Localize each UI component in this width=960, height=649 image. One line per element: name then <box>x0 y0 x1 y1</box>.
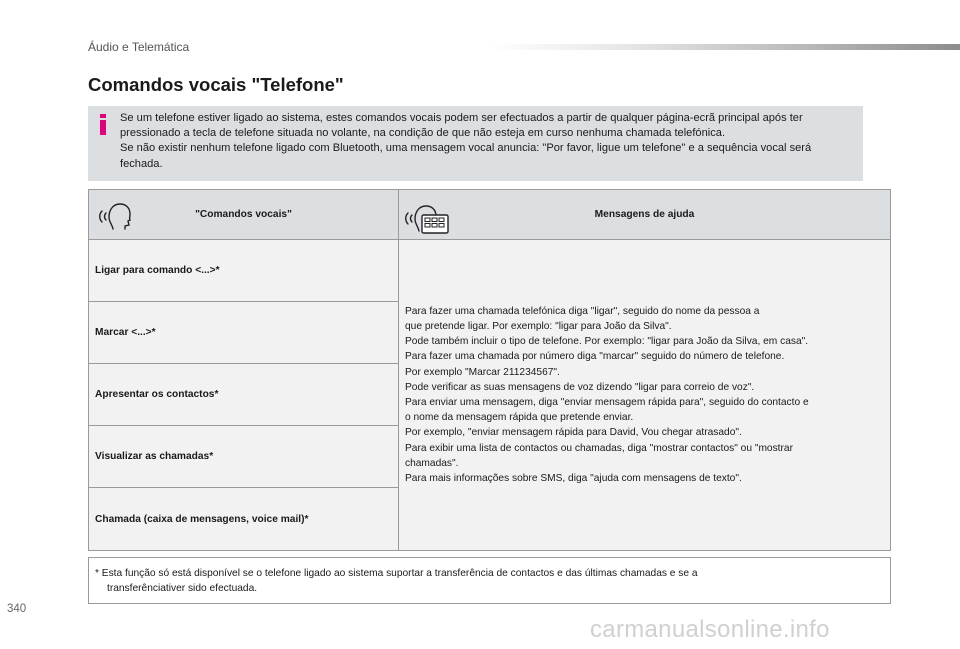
help-line: Por exemplo "Marcar 211234567". <box>405 366 560 378</box>
help-line: o nome da mensagem rápida que pretende enviar. <box>405 412 634 424</box>
help-line: Para fazer uma chamada por número diga "marcar" seguido do número de telefone. <box>405 351 785 363</box>
help-line: Para enviar uma mensagem, diga "enviar mensagem rápida para", seguido do contacto e <box>405 397 809 408</box>
command-row: Ligar para comando <...>* <box>89 240 398 302</box>
help-line: Para exibir uma lista de contactos ou chamadas, diga "mostrar contactos" ou "mostrar <box>405 442 793 454</box>
page-title: Comandos vocais "Telefone" <box>88 74 344 95</box>
help-line: Pode verificar as suas mensagens de voz dizendo "ligar para correio de voz". <box>405 381 755 393</box>
info-icon <box>98 114 108 136</box>
command-row: Marcar <...>* <box>89 302 398 364</box>
help-line: Pode também incluir o tipo de telefone. Por exemplo: "ligar para João da Silva, em casa". <box>405 336 809 348</box>
info-box <box>88 106 863 181</box>
page-number: 340 <box>7 603 27 615</box>
info-line: Se não existir nenhum telefone ligado com Bluetooth, uma mensagem vocal anuncia: "Por favor, ligue um telefone" e a sequência vocal será <box>120 142 812 155</box>
help-line: Por exemplo, "enviar mensagem rápida para David, Vou chegar atrasado". <box>405 427 742 439</box>
info-line: pressionado a tecla de telefone situada no volante, na condição de que não esteja em curso nenhuma chamada telefónica. <box>120 127 726 140</box>
info-line: fechada. <box>120 157 163 170</box>
header-gradient-bar <box>488 44 960 50</box>
section-header: Áudio e Telemática <box>88 40 190 54</box>
command-row: Chamada (caixa de mensagens, voice mail)* <box>95 513 309 525</box>
help-line: Para mais informações sobre SMS, diga "ajuda com mensagens de texto". <box>405 473 742 485</box>
speaking-head-icon <box>95 198 131 232</box>
command-row: Visualizar as chamadas* <box>89 426 398 488</box>
commands-column <box>89 240 399 550</box>
footnote-line: * Esta função só está disponível se o telefone ligado ao sistema suportar a transferência de contactos e das últimas chamadas e se a <box>95 568 698 579</box>
command-row: Apresentar os contactos* <box>89 364 398 426</box>
footnote <box>88 557 891 604</box>
footnote-line: transferênciativer sido efectuada. <box>107 583 258 594</box>
voice-commands-table <box>88 189 891 551</box>
watermark: carmanualsonline.info <box>590 616 830 643</box>
help-line: Para fazer uma chamada telefónica diga "ligar", seguido do nome da pessoa a <box>405 305 760 317</box>
header-voice-commands <box>89 190 399 240</box>
help-line: chamadas". <box>405 457 459 469</box>
help-line: que pretende ligar. Por exemplo: "ligar para João da Silva". <box>405 320 672 332</box>
help-messages-cell <box>399 240 890 550</box>
speaking-head-keypad-icon <box>405 198 453 234</box>
column-header-label: "Comandos vocais" <box>195 209 292 220</box>
column-header-label: Mensagens de ajuda <box>594 209 695 220</box>
info-line: Se um telefone estiver ligado ao sistema, estes comandos vocais podem ser efectuados a partir de qualquer página-ecrã principal após ter <box>120 112 803 124</box>
header-help-messages <box>399 190 890 240</box>
